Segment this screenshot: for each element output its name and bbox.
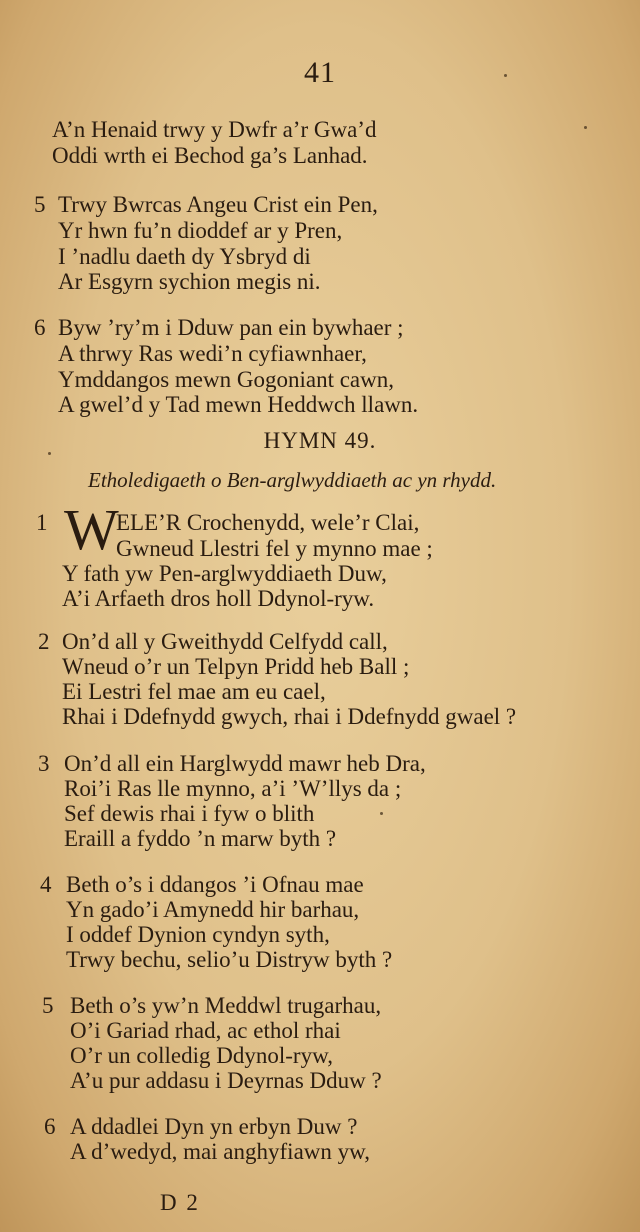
verse-line: Beth o’s i ddangos ’i Ofnau mae xyxy=(66,872,364,897)
ink-speck xyxy=(504,74,507,77)
verse-line: Trwy Bwrcas Angeu Crist ein Pen, xyxy=(58,192,378,217)
verse-line: A’n Henaid trwy y Dwfr a’r Gwa’d xyxy=(52,117,377,142)
verse-line: Yr hwn fu’n dioddef ar y Pren, xyxy=(58,218,343,243)
verse-line: A gwel’d y Tad mewn Heddwch llawn. xyxy=(58,392,419,417)
verse-line: I oddef Dynion cyndyn syth, xyxy=(66,922,330,947)
verse-line: A thrwy Ras wedi’n cyfiawnhaer, xyxy=(58,341,367,366)
ink-speck xyxy=(380,812,383,815)
ink-speck xyxy=(48,452,51,455)
signature-mark: D 2 xyxy=(160,1190,200,1215)
stanza-number: 6 xyxy=(44,1114,56,1139)
verse-line: Wneud o’r un Telpyn Pridd heb Ball ; xyxy=(62,654,410,679)
page-number: 41 xyxy=(304,56,336,89)
verse-line: A’u pur addasu i Deyrnas Dduw ? xyxy=(70,1068,382,1093)
verse-line: Yn gado’i Amynedd hir barhau, xyxy=(66,897,360,922)
verse-line: Y fath yw Pen-arglwyddiaeth Duw, xyxy=(62,561,387,586)
verse-line: Sef dewis rhai i fyw o blith xyxy=(64,801,315,826)
verse-line: Ei Lestri fel mae am eu cael, xyxy=(62,679,326,704)
verse-line: I ’nadlu daeth dy Ysbryd di xyxy=(58,244,311,269)
stanza-number: 2 xyxy=(38,629,50,654)
verse-line: A’i Arfaeth dros holl Ddynol-ryw. xyxy=(62,586,375,611)
verse-line: Trwy bechu, selio’u Distryw byth ? xyxy=(66,947,393,972)
verse-line: Gwneud Llestri fel y mynno mae ; xyxy=(116,536,433,561)
verse-line: Eraill a fyddo ’n marw byth ? xyxy=(64,826,337,851)
stanza-number: 6 xyxy=(34,315,46,340)
verse-line: Ymddangos mewn Gogoniant cawn, xyxy=(58,367,394,392)
stanza-number: 4 xyxy=(40,872,52,897)
verse-line: O’i Gariad rhad, ac ethol rhai xyxy=(70,1018,341,1043)
verse-line: Oddi wrth ei Bechod ga’s Lanhad. xyxy=(52,143,368,168)
verse-line: Beth o’s yw’n Meddwl trugarhau, xyxy=(70,993,382,1018)
verse-line: ELE’R Crochenydd, wele’r Clai, xyxy=(116,510,420,535)
verse-line: On’d all ein Harglwydd mawr heb Dra, xyxy=(64,751,426,776)
verse-line: Ar Esgyrn sychion megis ni. xyxy=(58,269,321,294)
ink-speck xyxy=(584,126,587,129)
stanza-number: 5 xyxy=(42,993,54,1018)
verse-line: A ddadlei Dyn yn erbyn Duw ? xyxy=(70,1114,358,1139)
hymn-title: HYMN 49. xyxy=(263,428,377,453)
stanza-number: 3 xyxy=(38,751,50,776)
drop-cap: W xyxy=(64,497,119,562)
verse-line: A d’wedyd, mai anghyfiawn yw, xyxy=(70,1139,370,1164)
verse-line: O’r un colledig Ddynol-ryw, xyxy=(70,1043,333,1068)
verse-line: On’d all y Gweithydd Celfydd call, xyxy=(62,629,388,654)
verse-line: Roi’i Ras lle mynno, a’i ’W’llys da ; xyxy=(64,776,402,801)
stanza-number: 5 xyxy=(34,192,46,217)
hymn-subtitle: Etholedigaeth o Ben-arglwyddiaeth ac yn rhydd. xyxy=(88,468,497,492)
stanza-number: 1 xyxy=(36,510,48,535)
verse-line: Byw ’ry’m i Dduw pan ein bywhaer ; xyxy=(58,315,404,340)
verse-line: Rhai i Ddefnydd gwych, rhai i Ddefnydd gwael ? xyxy=(62,704,517,729)
